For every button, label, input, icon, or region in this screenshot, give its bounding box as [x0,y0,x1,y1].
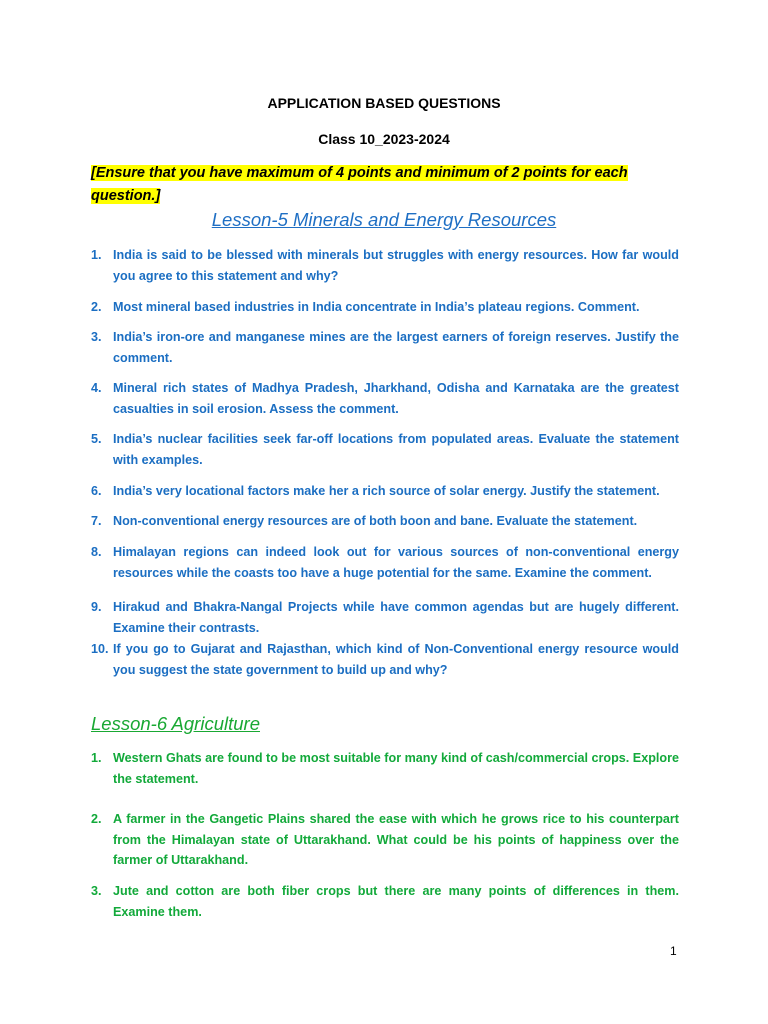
question-item: 1. India is said to be blessed with minerals but struggles with energy resources. How far would you agree to this statement and why? [91,248,679,283]
instruction-highlight: [Ensure that you have maximum of 4 points and minimum of 2 points for each question.] [91,165,628,204]
document-heading: APPLICATION BASED QUESTIONS [267,95,501,111]
page-number: 1 [670,944,677,958]
lesson6-title: Lesson-6 Agriculture [91,713,260,734]
question-item: 2. A farmer in the Gangetic Plains shared the ease with which he grows rice to his counterpart from the Himalayan state of Uttarakhand. What could be his points of happiness over the farmer of Uttarakhand. [91,812,679,867]
question-item: 6. India’s very locational factors make her a rich source of solar energy. Justify the statement. [91,484,660,498]
question-item: 1. Western Ghats are found to be most suitable for many kind of cash/commercial crops. Explore the statement. [91,751,679,786]
question-item: 9. Hirakud and Bhakra-Nangal Projects while have common agendas but are hugely different. Examine their contrasts. [91,600,679,635]
class-line: Class 10_2023-2024 [318,131,450,147]
instruction-note [91,162,691,208]
question-item: 10. If you go to Gujarat and Rajasthan, which kind of Non-Conventional energy resource would you suggest the state government to build up and why? [91,642,679,677]
question-item: 4. Mineral rich states of Madhya Pradesh, Jharkhand, Odisha and Karnataka are the greatest casualties in soil erosion. Assess the comment. [91,381,679,416]
question-item: 3. Jute and cotton are both fiber crops but there are many points of differences in them. Examine them. [91,884,679,919]
question-item: 7. Non-conventional energy resources are of both boon and bane. Evaluate the statement. [91,514,638,528]
question-item: 2. Most mineral based industries in India concentrate in India’s plateau regions. Comment. [91,300,640,314]
lesson5-title: Lesson-5 Minerals and Energy Resources [211,209,557,230]
question-item: 3. India’s iron-ore and manganese mines are the largest earners of foreign reserves. Justify the comment. [91,330,679,365]
question-item: 8. Himalayan regions can indeed look out for various sources of non-conventional energy resources while the coasts too have a huge potential for the same. Examine the comment. [91,545,679,580]
question-item: 5. India’s nuclear facilities seek far-off locations from populated areas. Evaluate the statement with examples. [91,432,679,467]
